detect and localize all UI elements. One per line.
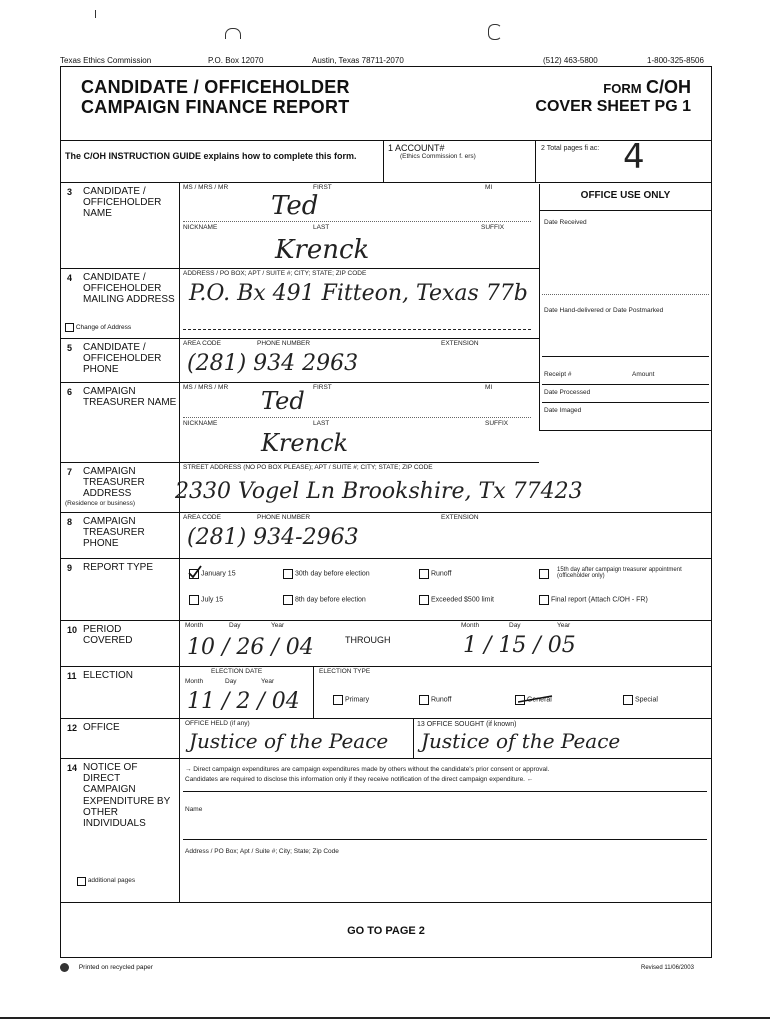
election-type-label: ELECTION TYPE xyxy=(319,668,371,675)
section-number: 3 xyxy=(67,187,73,197)
election-section xyxy=(61,667,711,719)
account-sub: (Ethics Commission f. ers) xyxy=(400,153,476,160)
total-pages-label: 2 Total pages fi ac: xyxy=(541,145,600,152)
report-type-label: REPORT TYPE xyxy=(83,562,154,573)
mailing-label: CANDIDATE / OFFICEHOLDER MAILING ADDRESS xyxy=(83,272,175,306)
section-number: 14 xyxy=(67,763,78,773)
special-label: Special xyxy=(634,696,658,704)
strike-mark-icon xyxy=(518,694,554,704)
year-label: Year xyxy=(557,622,571,629)
last-label: LAST xyxy=(313,420,330,427)
exceeded-checkbox[interactable] xyxy=(419,595,429,605)
treasurer-address-sub: (Residence or business) xyxy=(65,500,136,507)
first-label: FIRST xyxy=(313,384,332,391)
period-to-value[interactable]: 1 / 15 / 05 xyxy=(463,633,576,658)
office-label: OFFICE xyxy=(83,722,120,733)
section-number: 6 xyxy=(67,387,73,397)
suffix-label: SUFFIX xyxy=(481,224,505,231)
candidate-phone-value[interactable]: (281) 934 2963 xyxy=(187,351,359,376)
office-sought-label: 13 OFFICE SOUGHT (if known) xyxy=(417,721,517,728)
treasurer-name-section xyxy=(61,383,539,463)
section-number: 12 xyxy=(67,723,78,733)
office-use-title: OFFICE USE ONLY xyxy=(540,184,711,211)
period-label: PERIOD COVERED xyxy=(83,624,133,647)
account-label: 1 ACCOUNT# xyxy=(388,143,445,153)
section-number: 5 xyxy=(67,343,73,353)
form-code: C/OH xyxy=(646,77,691,97)
notice-address-label: Address / PO Box; Apt / Suite #; City; State; Zip Code xyxy=(185,848,339,855)
scan-mark xyxy=(95,10,96,18)
day-label: Day xyxy=(509,622,521,629)
general-checkbox[interactable] xyxy=(515,695,525,705)
treasurer-phone-label: CAMPAIGN TREASURER PHONE xyxy=(83,516,145,550)
agency-phone: (512) 463-5800 xyxy=(543,56,598,65)
election-date-label: ELECTION DATE xyxy=(211,668,263,675)
phone-number-label: PHONE NUMBER xyxy=(257,340,311,347)
date-processed-label: Date Processed xyxy=(544,389,591,396)
primary-checkbox[interactable] xyxy=(333,695,343,705)
additional-pages-checkbox[interactable] xyxy=(77,877,86,886)
agency-po-box: P.O. Box 12070 xyxy=(208,56,264,65)
scan-mark xyxy=(488,24,502,40)
option-8-day[interactable] xyxy=(283,595,366,605)
area-code-label: AREA CODE xyxy=(183,340,221,347)
notice-label: NOTICE OF DIRECT CAMPAIGN EXPENDITURE BY OTHER INDIVIDUALS xyxy=(83,762,171,829)
amount-label: Amount xyxy=(632,371,655,378)
treasurer-phone-value[interactable]: (281) 934-2963 xyxy=(187,525,359,550)
form-prefix: FORM xyxy=(603,81,642,96)
treasurer-first-name[interactable]: Ted xyxy=(261,387,305,415)
last-label: LAST xyxy=(313,224,330,231)
july-label: July 15 xyxy=(200,596,224,604)
final-report-checkbox[interactable] xyxy=(539,595,549,605)
year-label: Year xyxy=(261,678,275,685)
runoff-report-label: Runoff xyxy=(430,570,452,578)
phone-label: CANDIDATE / OFFICEHOLDER PHONE xyxy=(83,342,162,376)
month-label: Month xyxy=(461,622,480,629)
15-day-label: 15th day after campaign treasurer appointment (officeholder only) xyxy=(557,567,682,580)
month-label: Month xyxy=(185,678,204,685)
msmr-label: MS / MRS / MR xyxy=(183,184,229,191)
option-general[interactable] xyxy=(515,695,552,705)
general-label: General xyxy=(526,696,552,704)
office-sought-value[interactable]: Justice of the Peace xyxy=(421,729,621,753)
report-type-section xyxy=(61,559,711,621)
exceeded-label: Exceeded $500 limit xyxy=(430,596,494,604)
section-number: 7 xyxy=(67,467,73,477)
agency-city: Austin, Texas 78711-2070 xyxy=(312,56,404,65)
january-label: January 15 xyxy=(200,570,236,578)
8-day-checkbox[interactable] xyxy=(283,595,293,605)
election-label: ELECTION xyxy=(83,670,134,681)
primary-label: Primary xyxy=(344,696,370,704)
notice-text-1: → Direct campaign expenditures are campaign expenditures made by others without the candidate's prior consent or approval. xyxy=(185,766,550,773)
area-code-label: AREA CODE xyxy=(183,514,221,521)
day-label: Day xyxy=(229,622,241,629)
treasurer-address-fields: STREET ADDRESS (NO PO BOX PLEASE); APT / SUITE #; CITY; STATE; ZIP CODE xyxy=(183,464,433,471)
runoff-report-checkbox[interactable] xyxy=(419,569,429,579)
additional-pages[interactable] xyxy=(77,877,135,886)
form-code-block xyxy=(603,77,691,98)
final-report-label: Final report (Attach C/OH - FR) xyxy=(550,596,648,604)
title-section xyxy=(61,67,711,141)
cover-sheet-label: COVER SHEET PG 1 xyxy=(535,98,691,115)
extension-label: EXTENSION xyxy=(441,514,479,521)
treasurer-name-label: CAMPAIGN TREASURER NAME xyxy=(83,386,177,409)
period-from-value[interactable]: 10 / 26 / 04 xyxy=(187,635,314,660)
january-checkbox[interactable] xyxy=(189,569,199,579)
section-number: 11 xyxy=(67,671,77,681)
scan-edge xyxy=(0,1017,770,1019)
candidate-name-section xyxy=(61,183,539,269)
mailing-address-value[interactable]: P.O. Bx 491 Fitteon, Texas 77b xyxy=(189,281,528,306)
msmr-label: MS / MRS / MR xyxy=(183,384,229,391)
form-title-line2: CAMPAIGN FINANCE REPORT xyxy=(81,97,350,117)
30-day-label: 30th day before election xyxy=(294,570,370,578)
treasurer-address-section xyxy=(61,463,711,513)
15-day-checkbox[interactable] xyxy=(539,569,549,579)
election-date-value[interactable]: 11 / 2 / 04 xyxy=(187,689,300,714)
july-checkbox[interactable] xyxy=(189,595,199,605)
go-to-page-2: GO TO PAGE 2 xyxy=(347,925,425,937)
change-of-address xyxy=(65,323,131,332)
section-number: 10 xyxy=(67,625,78,635)
mailing-fields-label: ADDRESS / PO BOX; APT / SUITE #; CITY; STATE; ZIP CODE xyxy=(183,270,367,277)
mi-label: MI xyxy=(485,184,493,191)
mailing-section xyxy=(61,269,539,339)
notice-section xyxy=(61,759,711,903)
notice-text-2: Candidates are required to disclose this information only if they receive notification of the direct campaign expenditure. ← xyxy=(185,776,534,783)
form-title-line1: CANDIDATE / OFFICEHOLDER xyxy=(81,77,350,97)
revised-date: Revised 11/06/2003 xyxy=(641,965,694,971)
total-pages-value[interactable]: 4 xyxy=(623,137,645,177)
instruction-text: The C/OH INSTRUCTION GUIDE explains how to complete this form. xyxy=(65,151,357,161)
option-runoff-election[interactable] xyxy=(419,695,451,705)
treasurer-last-name[interactable]: Krenck xyxy=(261,429,349,457)
runoff-election-label: Runoff xyxy=(430,696,452,704)
candidate-first-name[interactable]: Ted xyxy=(271,191,319,221)
recycle-icon xyxy=(60,963,69,972)
option-30-day[interactable] xyxy=(283,569,370,579)
treasurer-address-label: CAMPAIGN TREASURER ADDRESS xyxy=(83,466,145,500)
option-primary[interactable] xyxy=(333,695,369,705)
form-frame xyxy=(60,66,712,958)
office-section xyxy=(61,719,711,759)
day-label: Day xyxy=(225,678,237,685)
agency-name: Texas Ethics Commission xyxy=(60,56,152,65)
year-label: Year xyxy=(271,622,285,629)
treasurer-address-value[interactable]: 2330 Vogel Ln Brookshire, Tx 77423 xyxy=(175,479,583,504)
period-section xyxy=(61,621,711,667)
section-number: 8 xyxy=(67,517,73,527)
change-of-address-checkbox[interactable] xyxy=(65,323,74,332)
office-held-value[interactable]: Justice of the Peace xyxy=(189,729,389,753)
hand-delivered-label: Date Hand-delivered or Date Postmarked xyxy=(544,307,664,314)
8-day-label: 8th day before election xyxy=(294,596,366,604)
agency-tollfree: 1-800-325-8506 xyxy=(647,56,704,65)
suffix-label: SUFFIX xyxy=(485,420,509,427)
candidate-last-name[interactable]: Krenck xyxy=(275,235,370,265)
recycled-note xyxy=(60,963,153,972)
option-july[interactable] xyxy=(189,595,223,605)
mi-label: MI xyxy=(485,384,493,391)
office-held-label: OFFICE HELD (if any) xyxy=(185,720,250,727)
special-checkbox[interactable] xyxy=(623,695,633,705)
30-day-checkbox[interactable] xyxy=(283,569,293,579)
notice-name-label: Name xyxy=(185,806,203,813)
option-special[interactable] xyxy=(623,695,658,705)
treasurer-phone-section xyxy=(61,513,711,559)
check-mark-icon xyxy=(188,565,202,579)
section-number: 4 xyxy=(67,273,73,283)
scan-mark xyxy=(225,28,241,39)
additional-pages-label: additional pages xyxy=(87,877,136,885)
date-received-label: Date Received xyxy=(544,219,587,226)
nickname-label: NICKNAME xyxy=(183,224,218,231)
date-imaged-label: Date Imaged xyxy=(544,407,582,414)
account-box xyxy=(383,141,536,182)
month-label: Month xyxy=(185,622,204,629)
runoff-election-checkbox[interactable] xyxy=(419,695,429,705)
option-runoff[interactable] xyxy=(419,569,451,579)
option-exceeded[interactable] xyxy=(419,595,494,605)
change-of-address-label: Change of Address xyxy=(75,324,132,331)
section-number: 9 xyxy=(67,563,73,573)
recycled-label: Printed on recycled paper xyxy=(78,964,153,971)
first-label: FIRST xyxy=(313,184,332,191)
office-use-box xyxy=(539,184,711,431)
through-label: THROUGH xyxy=(345,635,391,645)
option-january[interactable] xyxy=(189,569,236,579)
intro-section xyxy=(61,137,711,183)
phone-section xyxy=(61,339,539,383)
nickname-label: NICKNAME xyxy=(183,420,218,427)
candidate-name-label: CANDIDATE / OFFICEHOLDER NAME xyxy=(83,186,162,220)
phone-number-label: PHONE NUMBER xyxy=(257,514,311,521)
extension-label: EXTENSION xyxy=(441,340,479,347)
option-final[interactable] xyxy=(539,595,648,605)
receipt-label: Receipt # xyxy=(544,371,572,378)
